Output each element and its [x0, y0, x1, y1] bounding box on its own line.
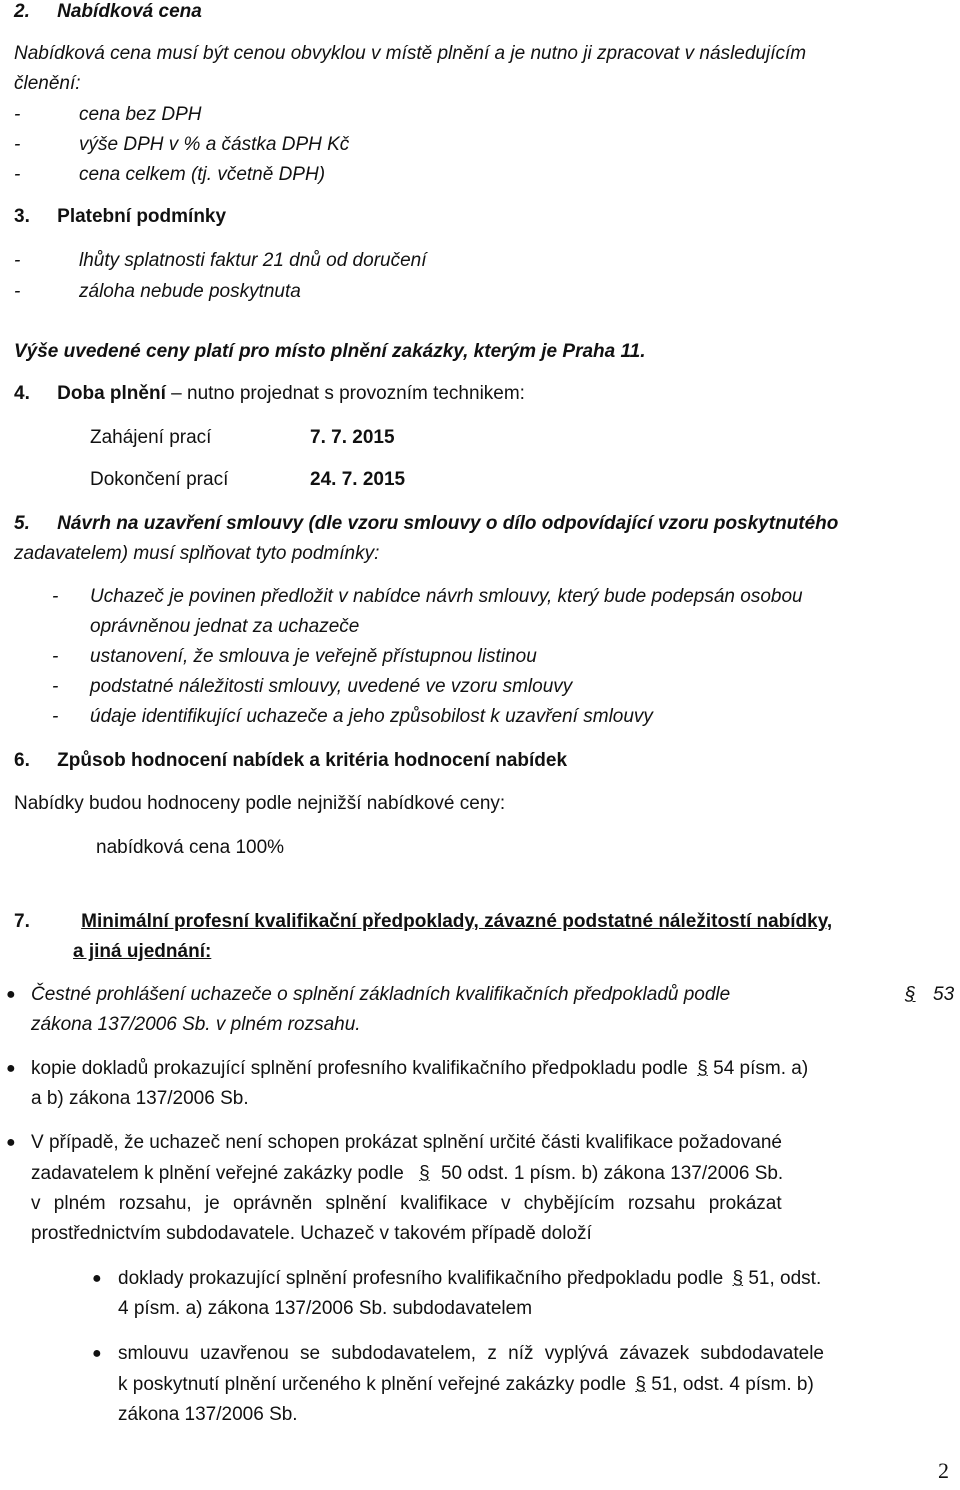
evaluation-criterion: nabídková cena 100%: [96, 837, 285, 858]
list-item: [14, 133, 350, 157]
list-item: [52, 585, 803, 609]
end-date-label: Dokončení prací: [90, 469, 229, 490]
section-number: 4.: [14, 383, 30, 404]
bullet-2-line-1: [31, 1057, 808, 1081]
list-item-text: cena bez DPH: [79, 104, 202, 125]
sub-bullet-2-line-1: smlouvu uzavřenou se subdodavatelem, z níž vyplývá závazek subdodavatele: [118, 1343, 824, 1364]
end-date-row: [90, 468, 406, 492]
bullet-text: zadavatelem k plnění veřejné zakázky podle: [31, 1163, 404, 1184]
list-item: [14, 163, 326, 187]
dash: -: [52, 646, 59, 667]
list-item-text: výše DPH v % a částka DPH Kč: [79, 134, 350, 155]
dash: -: [52, 706, 59, 727]
list-item-text: lhůty splatnosti faktur 21 dnů od doručení: [79, 250, 427, 271]
section-number: 3.: [14, 206, 30, 227]
paragraph-reference: 50 odst. 1 písm. b) zákona 137/2006 Sb.: [440, 1163, 784, 1184]
list-item: [14, 280, 301, 304]
section-title: Platební podmínky: [57, 206, 227, 227]
bullet-text: Čestné prohlášení uchazeče o splnění základních kvalifikačních předpokladů podle: [31, 984, 731, 1005]
bullet-text: kopie dokladů prokazující splnění profesního kvalifikačního předpokladu podle: [31, 1058, 688, 1079]
sub-bullet-1-line-1: [118, 1267, 821, 1291]
bullet-3-line-2: [31, 1162, 783, 1186]
list-item-continuation: oprávněnou jednat za uchazeče: [90, 616, 360, 637]
dash: -: [14, 250, 21, 271]
section-5-heading: [14, 512, 838, 536]
section-subtitle: – nutno projednat s provozním technikem:: [165, 383, 525, 404]
section-number: 6.: [14, 750, 30, 771]
bullet-icon: ●: [92, 1270, 102, 1287]
bullet-icon: ●: [92, 1345, 102, 1362]
sub-bullet-2-line-2: [118, 1373, 814, 1397]
page-number: 2: [938, 1458, 949, 1483]
list-item: [52, 675, 573, 699]
list-item-text: ustanovení, že smlouva je veřejně přístupnou listinou: [90, 646, 537, 667]
dash: -: [52, 586, 59, 607]
paragraph-reference: 51, odst. 4 písm. b): [651, 1374, 814, 1395]
list-item-text: podstatné náležitosti smlouvy, uvedené ve vzoru smlouvy: [90, 676, 573, 697]
section-7-title-line-2: a jiná ujednání:: [73, 941, 212, 962]
end-date-value: 24. 7. 2015: [310, 469, 406, 490]
section-2-heading: [14, 0, 202, 24]
list-item: [14, 103, 202, 127]
list-item-text: údaje identifikující uchazeče a jeho způsobilost k uzavření smlouvy: [90, 706, 653, 727]
section-title: Nabídková cena: [57, 1, 202, 22]
dash: -: [52, 676, 59, 697]
dash: -: [14, 281, 21, 302]
dash: -: [14, 134, 21, 155]
list-item: [52, 645, 537, 669]
section-4-heading: [14, 382, 525, 406]
list-item-text: cena celkem (tj. včetně DPH): [79, 164, 326, 185]
section-5-line-2: zadavatelem) musí splňovat tyto podmínky:: [14, 543, 380, 564]
bullet-text: doklady prokazující splnění profesního kvalifikačního předpokladu podle: [118, 1268, 724, 1289]
paragraph-sign: §: [732, 1268, 744, 1289]
section-2-intro-line-2: členění:: [14, 73, 81, 94]
list-item-text: záloha nebude poskytnuta: [79, 281, 301, 302]
dash: -: [14, 104, 21, 125]
paragraph-reference: 51, odst.: [748, 1268, 822, 1289]
start-date-row: [90, 426, 395, 450]
bullet-1-line-2: zákona 137/2006 Sb. v plném rozsahu.: [31, 1014, 361, 1035]
sub-bullet-1-line-2: 4 písm. a) zákona 137/2006 Sb. subdodavatelem: [118, 1298, 533, 1319]
section-number: 7.: [14, 911, 30, 932]
section-title: Způsob hodnocení nabídek a kritéria hodnocení nabídek: [57, 750, 568, 771]
start-date-value: 7. 7. 2015: [310, 427, 395, 448]
paragraph-sign: §: [419, 1163, 430, 1184]
paragraph-number: 53: [933, 984, 955, 1005]
bullet-3-line-1: V případě, že uchazeč není schopen prokázat splnění určité části kvalifikace požadované: [31, 1132, 782, 1153]
start-date-label: Zahájení prací: [90, 427, 212, 448]
paragraph-sign: §: [635, 1374, 646, 1395]
section-title: Návrh na uzavření smlouvy (dle vzoru smlouvy o dílo odpovídající vzoru poskytnutého: [57, 513, 839, 534]
section-7-heading: [14, 910, 832, 934]
evaluation-line: Nabídky budou hodnoceny podle nejnižší nabídkové ceny:: [14, 793, 506, 814]
section-3-heading: [14, 205, 226, 229]
section-title: Minimální profesní kvalifikační předpoklady, závazné podstatné náležitostí nabídky,: [81, 911, 833, 932]
section-6-heading: [14, 749, 567, 773]
sub-bullet-2-line-3: zákona 137/2006 Sb.: [118, 1404, 298, 1425]
list-item: [14, 249, 427, 273]
bullet-1-line-1: [31, 983, 956, 1007]
bullet-icon: ●: [6, 1134, 16, 1151]
section-number: 5.: [14, 513, 30, 534]
paragraph-sign: §: [697, 1058, 708, 1079]
price-location-note: Výše uvedené ceny platí pro místo plnění zakázky, kterým je Praha 11.: [14, 341, 646, 362]
bullet-icon: ●: [6, 1060, 16, 1077]
bullet-3-line-4: prostřednictvím subdodavatele. Uchazeč v takovém případě doloží: [31, 1223, 592, 1244]
bullet-icon: ●: [6, 986, 16, 1003]
paragraph-reference: 54 písm. a): [713, 1058, 809, 1079]
bullet-3-line-3: v plném rozsahu, je oprávněn splnění kvalifikace v chybějícím rozsahu prokázat: [31, 1193, 782, 1214]
list-item-text: Uchazeč je povinen předložit v nabídce návrh smlouvy, který bude podepsán osobou: [90, 586, 803, 607]
list-item: [52, 705, 653, 729]
bullet-2-line-2: a b) zákona 137/2006 Sb.: [31, 1088, 249, 1109]
section-2-intro-line-1: Nabídková cena musí být cenou obvyklou v místě plnění a je nutno ji zpracovat v následujícím: [14, 43, 807, 64]
paragraph-sign: §: [905, 984, 916, 1005]
bullet-text: k poskytnutí plnění určeného k plnění veřejné zakázky podle: [118, 1374, 627, 1395]
section-title: Doba plnění: [57, 383, 166, 404]
dash: -: [14, 164, 21, 185]
section-number: 2.: [14, 1, 30, 22]
